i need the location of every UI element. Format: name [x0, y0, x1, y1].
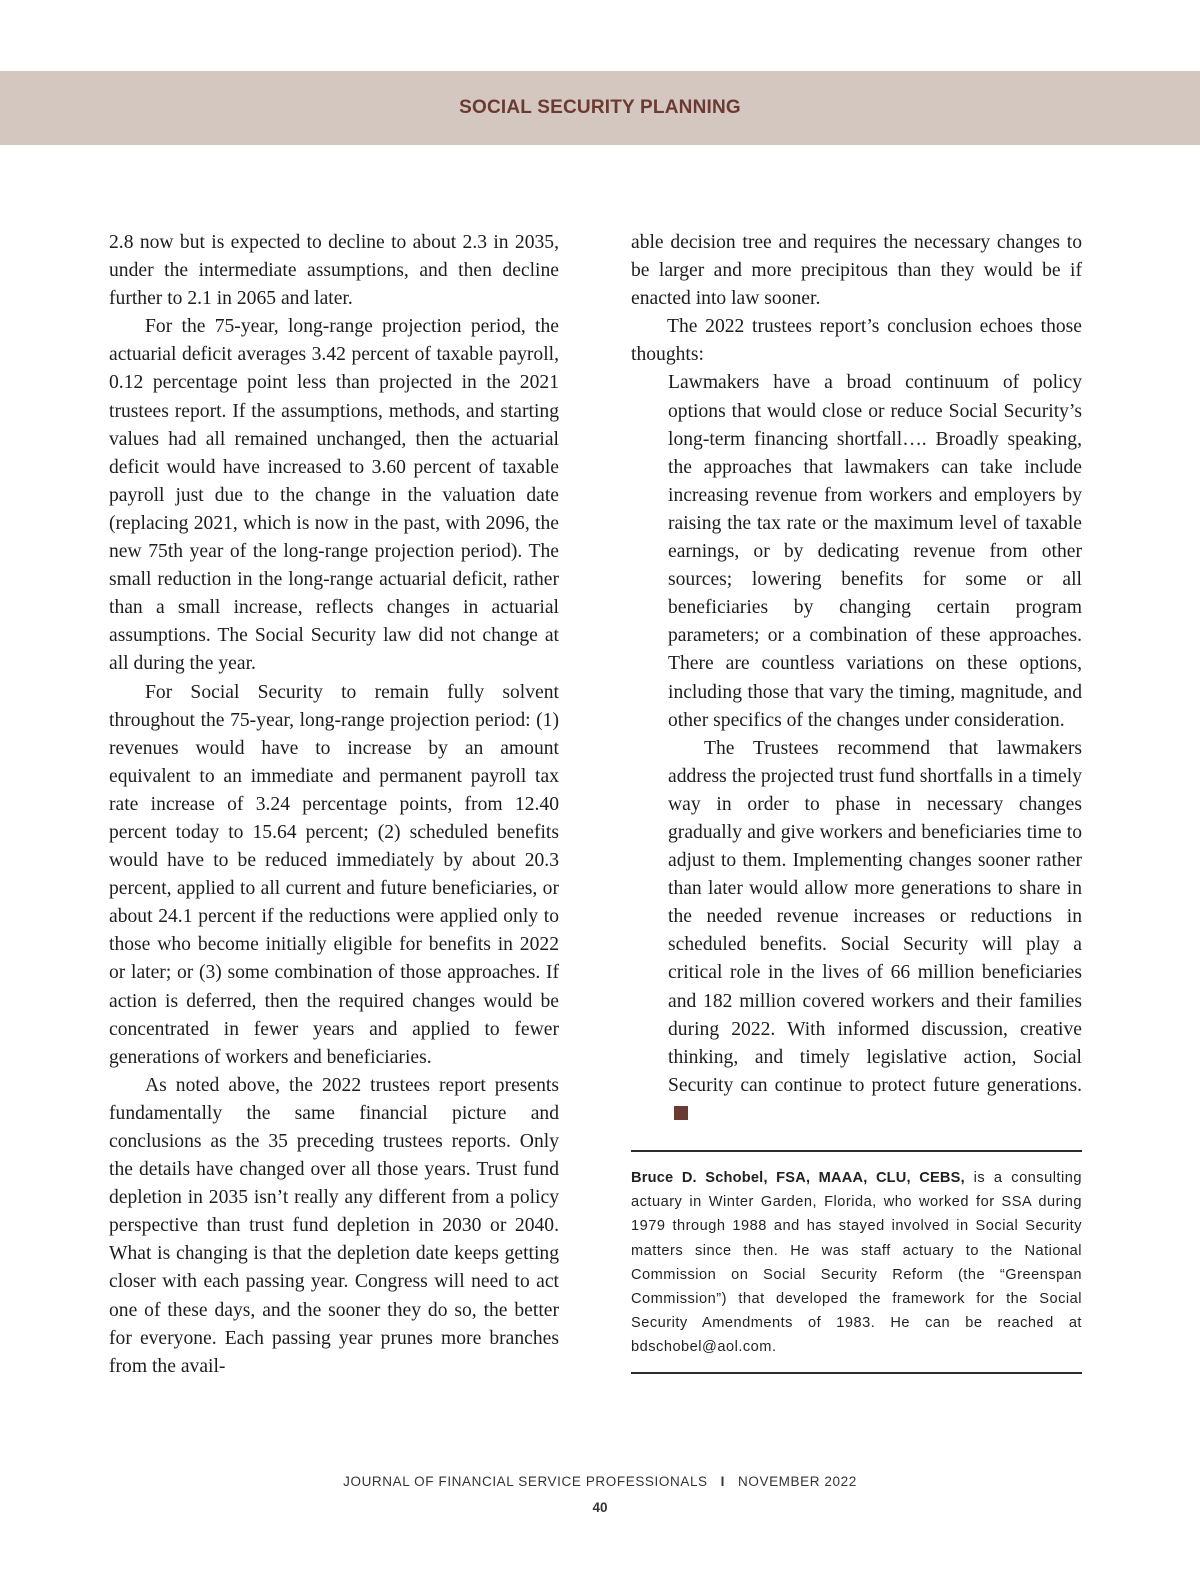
footer-separator: I	[720, 1474, 726, 1489]
paragraph: For Social Security to remain fully solvent throughout the 75-year, long-range projection period: (1) revenues would have to increase by an amount equivalent to an immediate and permanent payroll tax rate increase of 3.24 percentage points, from 12.40 percent today to 15.64 percent; (2) scheduled benefits would have to be reduced immediately by about 20.3 percent, applied to all current and future beneficiaries, or about 24.1 percent if the reductions were applied only to those who become initially eligible for benefits in 2022 or later; or (3) some combination of those approaches. If action is deferred, then the required changes would be concentrated in fewer years and applied to fewer generations of workers and beneficiaries.	[109, 681, 559, 1068]
author-bio	[631, 1150, 1082, 1374]
page-number: 40	[592, 1500, 608, 1515]
block-quote	[668, 369, 1082, 1128]
paragraph: able decision tree and requires the necessary changes to be larger and more precipitous than they would be if enacted into law sooner.	[631, 232, 1082, 310]
left-column	[109, 229, 559, 1381]
quote-paragraph-text: The Trustees recommend that lawmakers address the projected trust fund shortfalls in a timely way in order to phase in necessary changes gradually and give workers and beneficiaries time to adjust to them. Implementing changes sooner rather than later would allow more generations to share in the needed revenue increases or reductions in scheduled benefits. Social Security will play a critical role in the lives of 66 million beneficiaries and 182 million covered workers and their families during 2022. With informed discussion, creative thinking, and timely legislative action, Social Security can continue to protect future generations.	[668, 737, 1082, 1096]
paragraph: For the 75-year, long-range projection period, the actuarial deficit averages 3.42 percent of taxable payroll, 0.12 percentage point less than projected in the 2021 trustees report. If the assumptions, methods, and starting values had all remained unchanged, then the actuarial deficit would have increased to 3.60 percent of taxable payroll just due to the change in the valuation date (replacing 2021, which is now in the past, with 2096, the new 75th year of the long-range projection period). The small reduction in the long-range actuarial deficit, rather than a small increase, reflects changes in actuarial assumptions. The Social Security law did not change at all during the year.	[109, 316, 559, 675]
quote-paragraph: Lawmakers have a broad continuum of policy options that would close or reduce Social Security’s long-term financing shortfall…. Broadly speaking, the approaches that lawmakers can take include increasing revenue from workers and employers by raising the tax rate or the maximum level of taxable earnings, or by dedicating revenue from other sources; lowering benefits for some or all beneficiaries by changing certain program parameters; or a combination of these approaches. There are countless variations on these options, including those that vary the timing, magnitude, and other specifics of the changes under consideration.	[668, 372, 1082, 731]
paragraph: As noted above, the 2022 trustees report presents fundamentally the same financial picture and conclusions as the 35 preceding trustees reports. Only the details have changed over all those years. Trust fund depletion in 2035 isn’t really any different from a policy perspective than trust fund depletion in 2030 or 2040. What is changing is that the depletion date keeps getting closer with each passing year. Congress will need to act one of these days, and the sooner they do so, the better for everyone. Each passing year prunes more branches from the avail-	[109, 1074, 559, 1377]
end-of-article-mark-icon	[674, 1106, 688, 1120]
journal-name: JOURNAL OF FINANCIAL SERVICE PROFESSIONALS	[343, 1474, 708, 1489]
quote-paragraph	[668, 735, 1082, 1128]
section-header-band	[0, 71, 1200, 145]
page-footer	[0, 1474, 1200, 1489]
right-column	[631, 229, 1082, 1128]
paragraph: The 2022 trustees report’s conclusion echoes those thoughts:	[631, 316, 1082, 366]
paragraph: 2.8 now but is expected to decline to about 2.3 in 2035, under the intermediate assumptions, and then decline further to 2.1 in 2065 and later.	[109, 232, 559, 310]
section-title: SOCIAL SECURITY PLANNING	[459, 97, 741, 118]
issue-date: NOVEMBER 2022	[738, 1474, 857, 1489]
author-bio-text: is a consulting actuary in Winter Garden, Florida, who worked for SSA during 1979 through 1988 and has stayed involved in Social Security matters since then. He was staff actuary to the National Commission on Social Security Reform (the “Greenspan Commission”) that developed the framework for the Social Security Amendments of 1983. He can be reached at bdschobel@aol.com.	[631, 1170, 1082, 1356]
author-name: Bruce D. Schobel, FSA, MAAA, CLU, CEBS,	[631, 1170, 965, 1186]
